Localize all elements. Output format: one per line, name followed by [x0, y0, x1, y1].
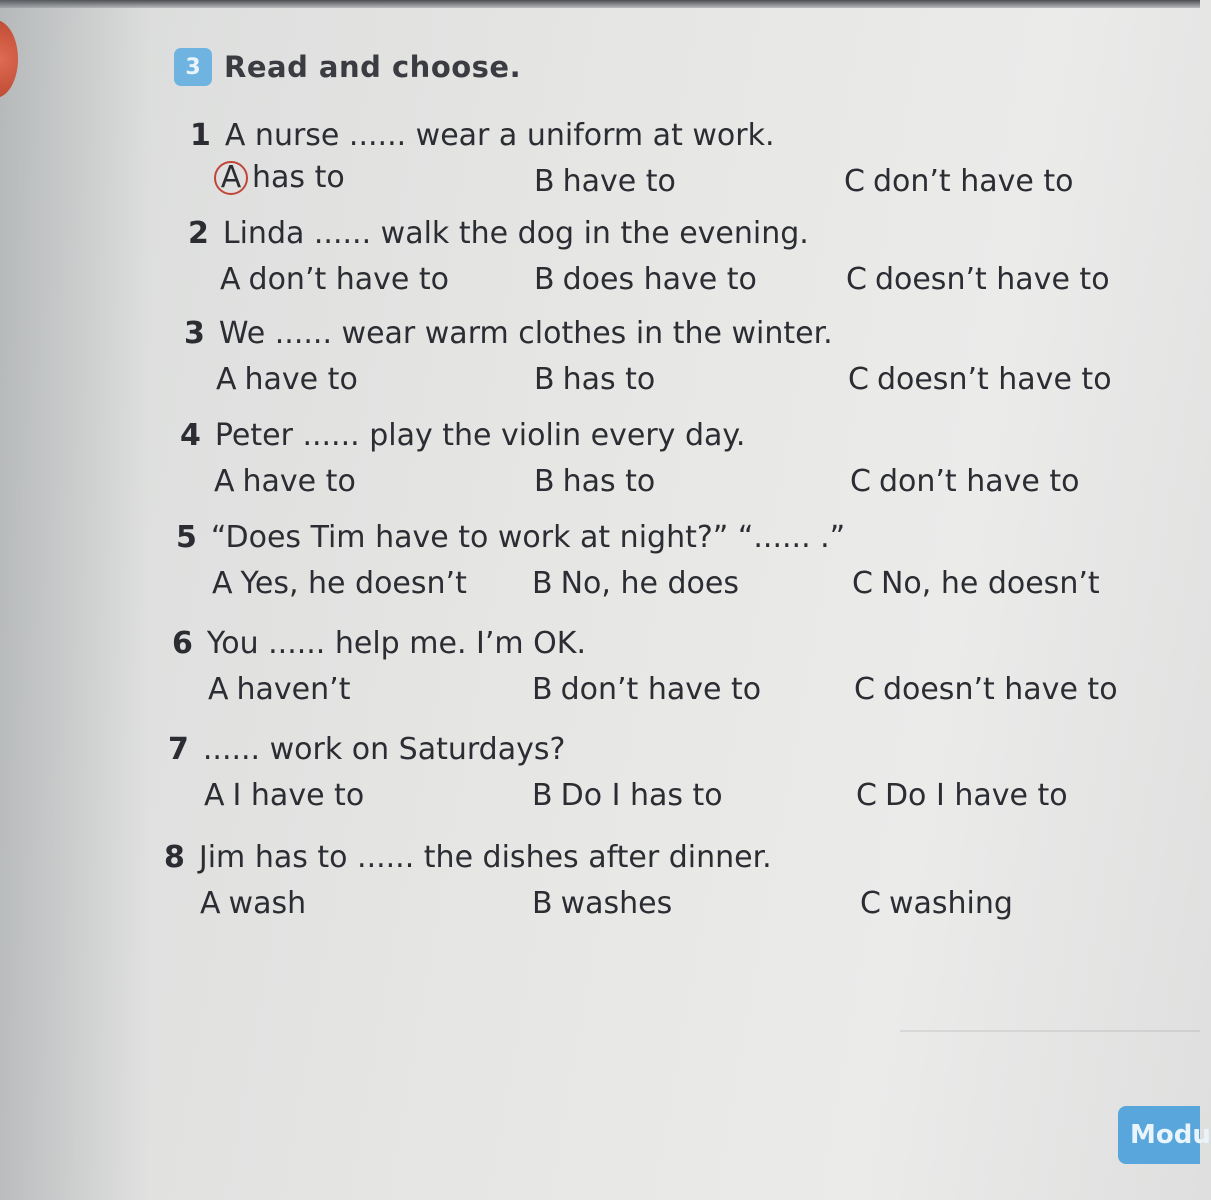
option-b[interactable] [532, 886, 672, 921]
option-label: doesn’t have to [882, 672, 1118, 707]
option-label: has to [562, 362, 656, 397]
option-label: have to [242, 464, 356, 499]
option-c[interactable] [860, 886, 1013, 921]
question-item [0, 520, 1200, 620]
bleed-through-rule [900, 1030, 1200, 1032]
question-number: 5 [176, 520, 197, 555]
option-a[interactable] [200, 886, 306, 921]
option-a-selected-circle: A [214, 161, 248, 195]
exercise-header [174, 48, 521, 86]
question-text: ...... work on Saturdays? [202, 732, 566, 767]
option-c[interactable] [854, 672, 1118, 707]
option-b[interactable] [534, 464, 655, 499]
option-label: have to [562, 164, 676, 199]
option-letter: B [534, 464, 555, 499]
option-b[interactable] [534, 262, 757, 297]
option-a[interactable] [216, 362, 358, 397]
option-letter: A [212, 566, 233, 601]
option-letter: C [860, 886, 881, 921]
option-letter: B [534, 362, 555, 397]
option-letter: A [214, 464, 235, 499]
option-label: No, he doesn’t [880, 566, 1100, 601]
option-a[interactable] [212, 566, 467, 601]
question-number: 2 [188, 216, 209, 251]
question-item [0, 418, 1200, 518]
option-letter: C [846, 262, 867, 297]
option-b[interactable] [532, 778, 723, 813]
question-number: 7 [168, 732, 189, 767]
option-c[interactable] [852, 566, 1100, 601]
option-letter: B [534, 262, 555, 297]
option-label: does have to [562, 262, 757, 297]
question-number: 8 [164, 840, 185, 875]
question-item [0, 216, 1200, 316]
option-letter: B [532, 566, 553, 601]
module-tab[interactable]: Modu [1118, 1106, 1200, 1164]
option-letter: C [854, 672, 875, 707]
option-a[interactable] [220, 262, 449, 297]
option-label: wash [228, 886, 307, 921]
option-letter: C [844, 164, 865, 199]
option-a[interactable] [208, 672, 350, 707]
option-a[interactable] [214, 464, 356, 499]
option-label: don’t have to [878, 464, 1080, 499]
option-letter: B [532, 778, 553, 813]
option-label: Do I have to [884, 778, 1068, 813]
option-label: haven’t [236, 672, 351, 707]
option-label: washing [888, 886, 1013, 921]
option-letter: C [848, 362, 869, 397]
question-number: 6 [172, 626, 193, 661]
question-text: We ...... wear warm clothes in the winter. [218, 316, 833, 351]
page-top-edge [0, 0, 1200, 8]
option-label: don’t have to [872, 164, 1074, 199]
option-c[interactable] [844, 164, 1073, 199]
option-label: has to [562, 464, 656, 499]
option-letter: B [534, 164, 555, 199]
exercise-number-badge: 3 [174, 48, 212, 86]
option-letter: C [850, 464, 871, 499]
option-label: don’t have to [248, 262, 450, 297]
question-text: Peter ...... play the violin every day. [214, 418, 746, 453]
option-label: Yes, he doesn’t [240, 566, 467, 601]
option-letter: B [532, 886, 553, 921]
question-item [0, 840, 1200, 940]
option-label: doesn’t have to [876, 362, 1112, 397]
option-letter: B [532, 672, 553, 707]
option-label: have to [244, 362, 358, 397]
option-b[interactable] [532, 566, 739, 601]
option-letter: A [216, 362, 237, 397]
option-b[interactable] [534, 164, 676, 199]
option-c[interactable] [850, 464, 1079, 499]
exercise-title: Read and choose. [224, 50, 522, 84]
question-item [0, 626, 1200, 726]
option-c[interactable] [846, 262, 1110, 297]
option-b[interactable] [534, 362, 655, 397]
question-number: 4 [180, 418, 201, 453]
option-c[interactable] [856, 778, 1068, 813]
question-number: 3 [184, 316, 205, 351]
option-letter: C [856, 778, 877, 813]
option-label: has to [252, 160, 345, 195]
option-b[interactable] [532, 672, 761, 707]
question-number: 1 [190, 118, 211, 153]
option-label: washes [560, 886, 673, 921]
question-text: Jim has to ...... the dishes after dinner. [198, 840, 772, 875]
option-a[interactable] [204, 778, 364, 813]
option-c[interactable] [848, 362, 1112, 397]
option-letter: A [200, 886, 221, 921]
option-letter: A [208, 672, 229, 707]
question-item [0, 316, 1200, 416]
question-text: “Does Tim have to work at night?” “...... .” [210, 520, 846, 555]
question-text: You ...... help me. I’m OK. [206, 626, 586, 661]
question-text: Linda ...... walk the dog in the evening. [222, 216, 809, 251]
question-item [0, 118, 1200, 218]
question-text: A nurse ...... wear a uniform at work. [224, 118, 775, 153]
option-label: I have to [232, 778, 365, 813]
option-label: Do I has to [560, 778, 723, 813]
option-letter: A [204, 778, 225, 813]
option-label: No, he does [560, 566, 739, 601]
option-label: don’t have to [560, 672, 762, 707]
option-letter: C [852, 566, 873, 601]
question-item [0, 732, 1200, 832]
option-label: doesn’t have to [874, 262, 1110, 297]
option-a[interactable] [214, 160, 345, 195]
option-letter: A [220, 262, 241, 297]
